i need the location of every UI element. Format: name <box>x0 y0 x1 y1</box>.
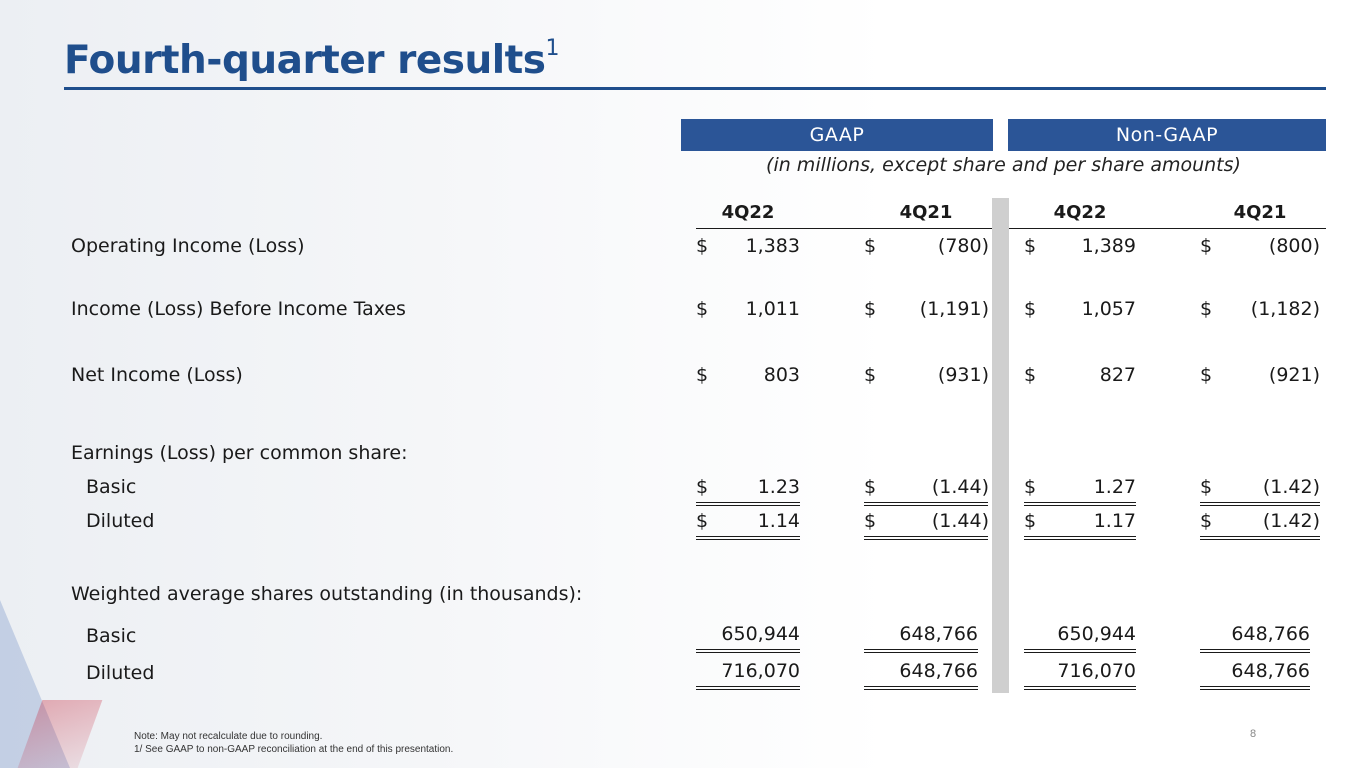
value-cell: 648,766 <box>899 660 978 682</box>
currency-symbol: $ <box>1200 298 1213 320</box>
value-cell: (780) <box>937 235 989 257</box>
double-underline <box>1024 502 1136 506</box>
footnote-rounding: Note: May not recalculate due to rounding. <box>134 731 323 742</box>
currency-symbol: $ <box>1024 476 1037 498</box>
row-label-income-before-taxes: Income (Loss) Before Income Taxes <box>71 298 406 320</box>
value-cell: 1,057 <box>1081 298 1136 320</box>
row-label-shares-basic: Basic <box>86 625 137 647</box>
value-cell: 1,389 <box>1081 235 1136 257</box>
value-cell: (931) <box>937 364 989 386</box>
double-underline <box>1024 686 1136 690</box>
double-underline <box>1200 536 1320 540</box>
currency-symbol: $ <box>696 298 709 320</box>
double-underline <box>864 536 988 540</box>
value-cell: 803 <box>763 364 800 386</box>
title-divider <box>64 87 1326 90</box>
currency-symbol: $ <box>696 510 709 532</box>
row-label-shares-heading: Weighted average shares outstanding (in thousands): <box>71 583 583 605</box>
page-title: Fourth-quarter results$^1$ <box>64 36 559 83</box>
value-cell: 1.27 <box>1093 476 1136 498</box>
value-cell: 1.23 <box>757 476 800 498</box>
double-underline <box>1200 502 1320 506</box>
value-cell: 1.17 <box>1093 510 1136 532</box>
double-underline <box>1200 686 1310 690</box>
value-cell: 716,070 <box>1057 660 1136 682</box>
value-cell: (1.44) <box>931 510 989 532</box>
currency-symbol: $ <box>1024 510 1037 532</box>
currency-symbol: $ <box>864 476 877 498</box>
row-label-eps-basic: Basic <box>86 476 137 498</box>
value-cell: (1.42) <box>1262 510 1320 532</box>
double-underline <box>1200 649 1310 653</box>
double-underline <box>1024 649 1136 653</box>
double-underline <box>864 686 978 690</box>
value-cell: 648,766 <box>899 623 978 645</box>
value-cell: 1,383 <box>745 235 800 257</box>
column-header-gaap-4q22: 4Q22 <box>721 202 775 223</box>
currency-symbol: $ <box>696 476 709 498</box>
double-underline <box>696 686 800 690</box>
row-label-eps-heading: Earnings (Loss) per common share: <box>71 442 408 464</box>
column-separator <box>992 198 1009 693</box>
row-label-operating-income: Operating Income (Loss) <box>71 235 305 257</box>
column-header-gaap-4q21: 4Q21 <box>899 202 953 223</box>
currency-symbol: $ <box>864 364 877 386</box>
value-cell: 827 <box>1099 364 1136 386</box>
currency-symbol: $ <box>1024 235 1037 257</box>
header-underline <box>696 228 992 229</box>
title-footnote-marker: 1 <box>545 36 559 61</box>
footnote-reconciliation: 1/ See GAAP to non-GAAP reconciliation at the end of this presentation. <box>134 744 454 755</box>
value-cell: (921) <box>1268 364 1320 386</box>
gaap-header: GAAP <box>681 119 993 151</box>
double-underline <box>864 502 988 506</box>
header-underline <box>1009 228 1326 229</box>
currency-symbol: $ <box>1200 235 1213 257</box>
row-label-shares-diluted: Diluted <box>86 662 155 684</box>
currency-symbol: $ <box>864 235 877 257</box>
units-subtitle: (in millions, except share and per share amounts) <box>766 154 1241 176</box>
double-underline <box>696 502 800 506</box>
value-cell: (1,182) <box>1250 298 1320 320</box>
value-cell: 1,011 <box>745 298 800 320</box>
currency-symbol: $ <box>1200 476 1213 498</box>
value-cell: 716,070 <box>721 660 800 682</box>
currency-symbol: $ <box>864 298 877 320</box>
value-cell: 648,766 <box>1231 660 1310 682</box>
currency-symbol: $ <box>1024 364 1037 386</box>
currency-symbol: $ <box>864 510 877 532</box>
value-cell: 648,766 <box>1231 623 1310 645</box>
column-header-nongaap-4q21: 4Q21 <box>1233 202 1287 223</box>
currency-symbol: $ <box>1200 364 1213 386</box>
row-label-net-income: Net Income (Loss) <box>71 364 243 386</box>
page-number: 8 <box>1250 728 1257 740</box>
currency-symbol: $ <box>696 235 709 257</box>
value-cell: (1.42) <box>1262 476 1320 498</box>
value-cell: (800) <box>1268 235 1320 257</box>
non-gaap-header: Non-GAAP <box>1008 119 1326 151</box>
value-cell: (1,191) <box>919 298 989 320</box>
double-underline <box>1024 536 1136 540</box>
value-cell: 650,944 <box>721 623 800 645</box>
value-cell: 650,944 <box>1057 623 1136 645</box>
currency-symbol: $ <box>696 364 709 386</box>
value-cell: (1.44) <box>931 476 989 498</box>
value-cell: 1.14 <box>757 510 800 532</box>
row-label-eps-diluted: Diluted <box>86 510 155 532</box>
currency-symbol: $ <box>1200 510 1213 532</box>
double-underline <box>696 649 800 653</box>
currency-symbol: $ <box>1024 298 1037 320</box>
double-underline <box>864 649 978 653</box>
column-header-nongaap-4q22: 4Q22 <box>1053 202 1107 223</box>
double-underline <box>696 536 800 540</box>
